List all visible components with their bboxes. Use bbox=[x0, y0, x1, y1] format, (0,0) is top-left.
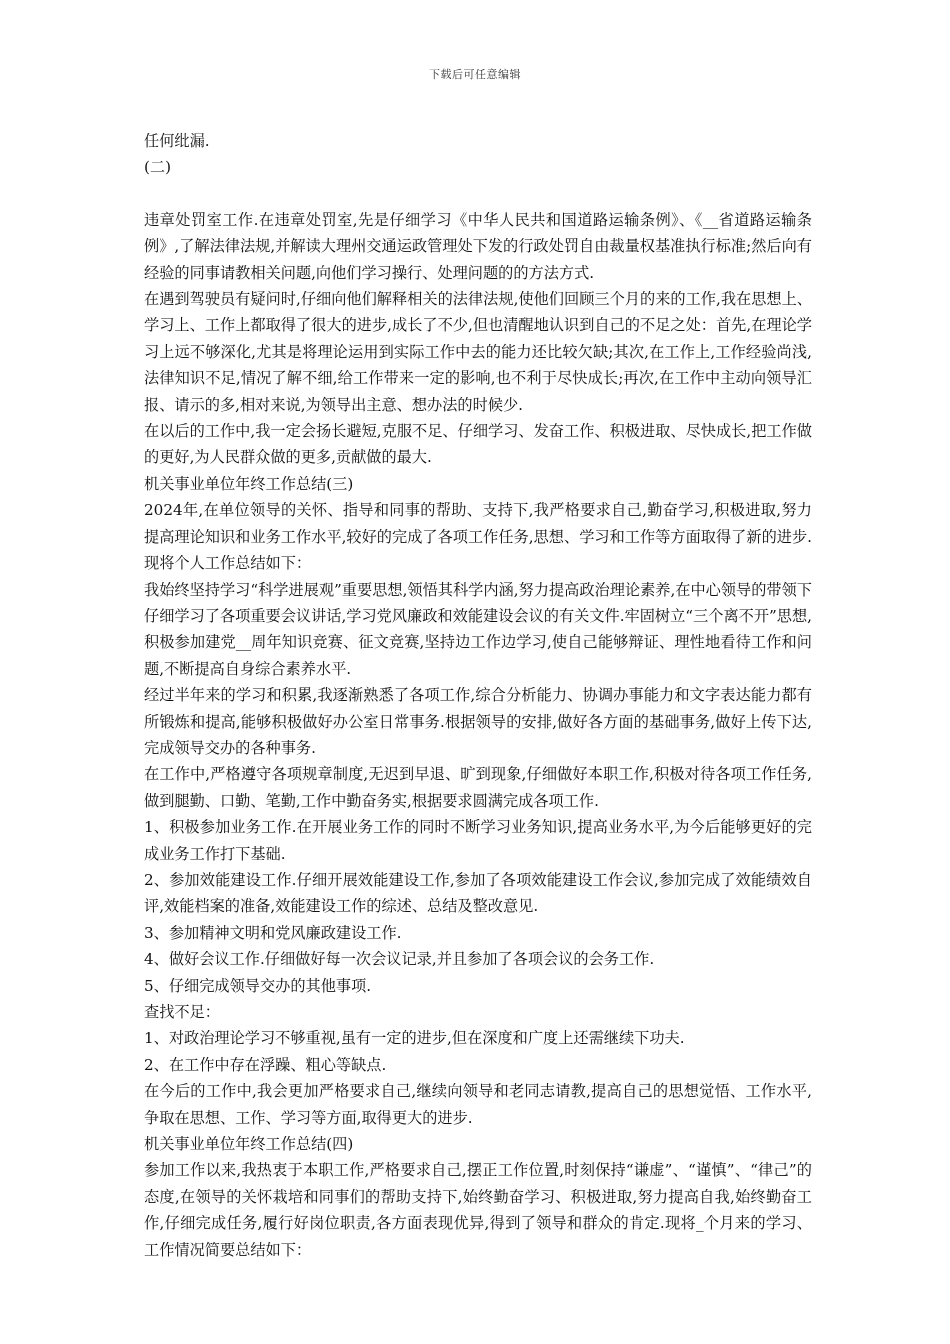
list-item: 2、参加效能建设工作.仔细开展效能建设工作,参加了各项效能建设工作会议,参加完成了效能绩效自评,效能档案的准备,效能建设工作的综述、总结及整改意见. bbox=[144, 870, 812, 916]
list-item: 1、对政治理论学习不够重视,虽有一定的进步,但在深度和广度上还需继续下功夫. bbox=[144, 1029, 685, 1048]
paragraph: 在以后的工作中,我一定会扬长避短,克服不足、仔细学习、发奋工作、积极进取、尽快成长,把工作做的更好,为人民群众做的更多,贡献做的最大. bbox=[144, 422, 812, 467]
paragraph: 我始终坚持学习“科学进展观”重要思想,领悟其科学内涵,努力提高政治理论素养,在中心领导的带领下仔细学习了各项重要会议讲话,学习党风廉政和效能建设会议的有关文件.牢固树立“三个离不开”思想,积极参加建党__周年知识竞赛、征文竞赛,坚持边工作边学习,使自己能够辩证、理性地看待工作和问题,不断提高自身综合素养水平. bbox=[144, 580, 812, 678]
paragraph: 参加工作以来,我热衷于本职工作,严格要求自己,摆正工作位置,时刻保持“谦虚”、“谨慎”、“律己”的态度,在领导的关怀栽培和同事们的帮助支持下,始终勤奋学习、积极进取,努力提高自我,始终勤奋工作,仔细完成任务,履行好岗位职责,各方面表现优异,得到了领导和群众的肯定.现将_个月来的学习、工作情况简要总结如下： bbox=[144, 1161, 812, 1259]
list-item: 5、仔细完成领导交办的其他事项. bbox=[144, 976, 372, 995]
paragraph: 经过半年来的学习和积累,我逐渐熟悉了各项工作,综合分析能力、协调办事能力和文字表达能力都有所锻炼和提高,能够积极做好办公室日常事务.根据领导的安排,做好各方面的基础事务,做好上传下达,完成领导交办的各种事务. bbox=[144, 686, 812, 757]
list-item: 4、做好会议工作.仔细做好每一次会议记录,并且参加了各项会议的会务工作. bbox=[144, 950, 655, 969]
paragraph: 任何纰漏. bbox=[144, 132, 210, 150]
list-item: 1、积极参加业务工作.在开展业务工作的同时不断学习业务知识,提高业务水平,为今后能够更好的完成业务工作打下基础. bbox=[144, 818, 812, 863]
subheading: 查找不足： bbox=[144, 1003, 220, 1021]
paragraph: 在今后的工作中,我会更加严格要求自己,继续向领导和老同志请教,提高自己的思想觉悟、工作水平,争取在思想、工作、学习等方面,取得更大的进步. bbox=[144, 1082, 812, 1127]
paragraph: 违章处罚室工作.在违章处罚室,先是仔细学习《中华人民共和国道路运输条例》、《__省道路运输条例》,了解法律法规,并解读大理州交通运政管理处下发的行政处罚自由裁量权基准执行标准;然后向有经验的同事请教相关问题,向他们学习操行、处理问题的的方法方式. bbox=[144, 210, 812, 282]
list-item: 2、在工作中存在浮躁、粗心等缺点. bbox=[144, 1055, 387, 1074]
section-number: (二) bbox=[144, 158, 172, 177]
paragraph: 在遇到驾驶员有疑问时,仔细向他们解释相关的法律法规,使他们回顾三个月的来的工作,我在思想上、学习上、工作上都取得了很大的进步,成长了不少,但也清醒地认识到自己的不足之处：首先,在理论学习上远不够深化,尤其是将理论运用到实际工作中去的能力还比较欠缺;其次,在工作上,工作经验尚浅,法律知识不足,情况了解不细,给工作带来一定的影响,也不利于尽快成长;再次,在工作中主动向领导汇报、请示的多,相对来说,为领导出主意、想办法的时候少. bbox=[144, 290, 812, 414]
paragraph: 2024年,在单位领导的关怀、指导和同事的帮助、支持下,我严格要求自己,勤奋学习,积极进取,努力提高理论知识和业务工作水平,较好的完成了各项工作任务,思想、学习和工作等方面取得了新的进步.现将个人工作总结如下： bbox=[144, 501, 812, 573]
section-heading: 机关事业单位年终工作总结(三) bbox=[144, 474, 354, 493]
paragraph: 在工作中,严格遵守各项规章制度,无迟到早退、旷到现象,仔细做好本职工作,积极对待各项工作任务,做到腿勤、口勤、笔勤,工作中勤奋务实,根据要求圆满完成各项工作. bbox=[144, 765, 812, 810]
page-header: 下载后可任意编辑 bbox=[429, 68, 521, 81]
list-item: 3、参加精神文明和党风廉政建设工作. bbox=[144, 923, 402, 942]
section-heading: 机关事业单位年终工作总结(四) bbox=[144, 1135, 354, 1154]
document-body bbox=[144, 128, 812, 1263]
